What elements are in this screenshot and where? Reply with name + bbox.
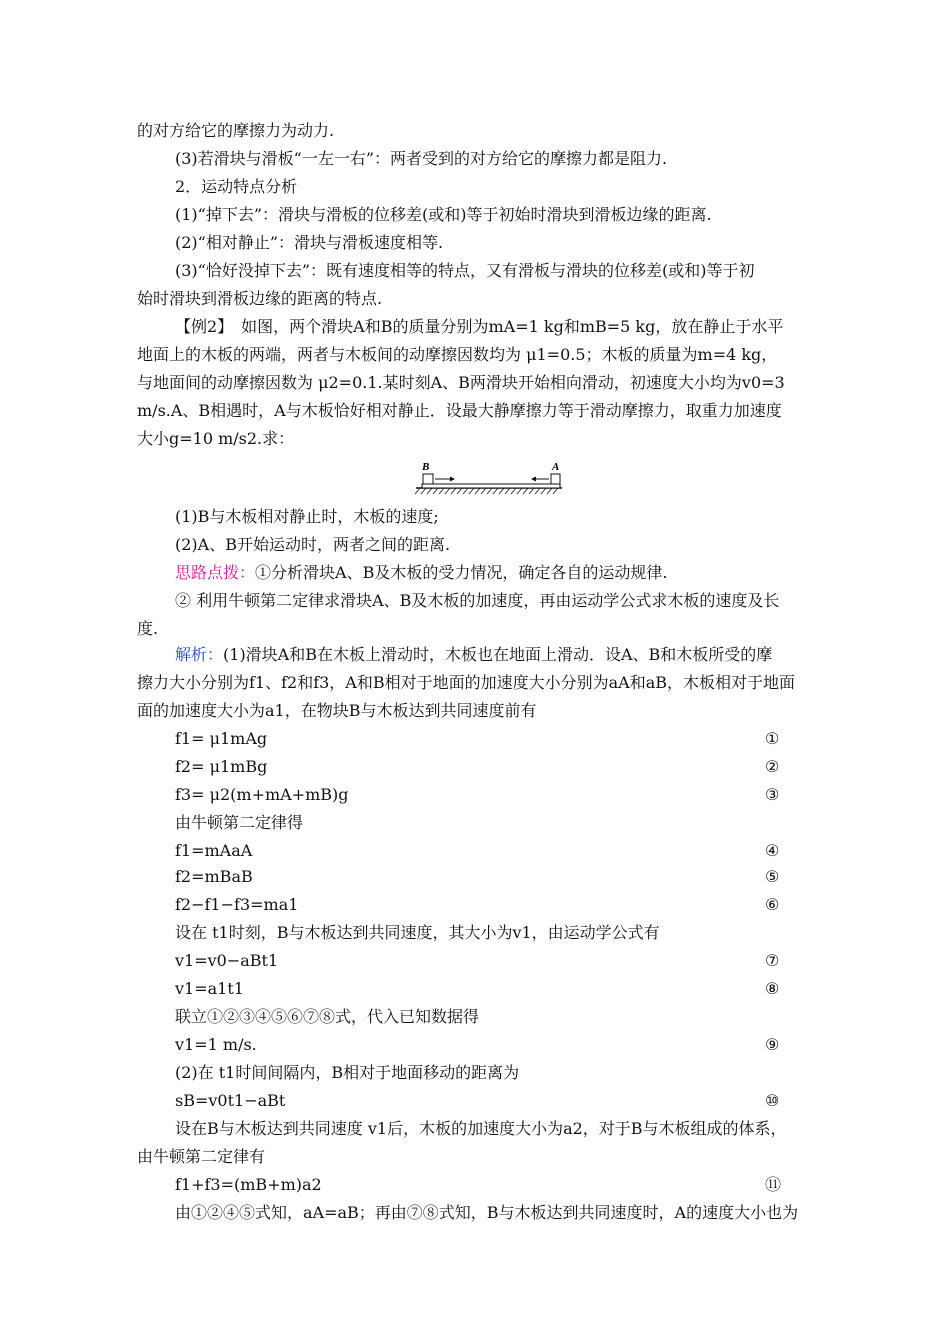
question-line: (2)A、B开始运动时，两者之间的距离. xyxy=(175,535,451,554)
equation-number: ④ xyxy=(765,841,780,860)
sliding-blocks-figure xyxy=(412,458,564,498)
hint-text: ①分析滑块A、B及木板的受力情况，确定各自的运动规律. xyxy=(255,563,668,582)
equation: f1= μ1mAg xyxy=(175,729,268,748)
solution-line: 擦力大小分别为f1、f2和f3，A和B相对于地面的加速度大小分别为aA和aB，木板相对于地面 xyxy=(137,673,796,692)
equation-number: ⑥ xyxy=(765,895,780,914)
text-line: (3)“恰好没掉下去”：既有速度相等的特点，又有滑板与滑块的位移差(或和)等于初 xyxy=(175,261,755,280)
equation-number: ⑪ xyxy=(765,1175,782,1194)
equation: f1=mAaA xyxy=(175,841,253,860)
board xyxy=(422,484,560,488)
hint-label: 思路点拨： xyxy=(175,563,256,582)
example-line: 【例2】 如图，两个滑块A和B的质量分别为mA=1 kg和mB=5 kg，放在静止于水平 xyxy=(175,317,784,336)
text-line: 设在B与木板达到共同速度 v1后，木板的加速度大小为a2，对于B与木板组成的体系， xyxy=(175,1119,787,1138)
text-line: 设在 t1时刻，B与木板达到共同速度，其大小为v1，由运动学公式有 xyxy=(175,923,660,942)
block-a xyxy=(551,474,560,484)
text-line: (2)“相对静止”：滑块与滑板速度相等. xyxy=(175,233,444,252)
solution-line: 面的加速度大小为a1，在物块B与木板达到共同速度前有 xyxy=(137,701,537,720)
equation: v1=1 m/s. xyxy=(175,1035,257,1054)
equation: v1=v0−aBt1 xyxy=(175,951,279,970)
solution-label: 解析： xyxy=(175,645,224,664)
solution-text: (1)滑块A和B在木板上滑动时，木板也在地面上滑动．设A、B和木板所受的摩 xyxy=(223,645,773,664)
example-line: m/s.A、B相遇时，A与木板恰好相对静止．设最大静摩擦力等于滑动摩擦力，取重力加速度 xyxy=(137,401,782,420)
block-b xyxy=(423,474,433,484)
equation-number: ③ xyxy=(765,785,780,804)
text-line: 始时滑块到滑板边缘的距离的特点. xyxy=(137,289,383,308)
text-line: 由牛顿第二定律有 xyxy=(137,1147,266,1166)
hint-line: 度. xyxy=(137,619,159,638)
solution-line xyxy=(175,645,772,665)
equation-number: ⑩ xyxy=(765,1091,780,1110)
arrow-right-icon xyxy=(450,477,455,482)
text-line: (1)“掉下去”：滑块与滑板的位移差(或和)等于初始时滑块到滑板边缘的距离. xyxy=(175,205,712,224)
equation: v1=a1t1 xyxy=(175,979,244,998)
text-line: 的对方给它的摩擦力为动力. xyxy=(137,121,335,140)
label-a: A xyxy=(552,461,560,473)
equation-number: ⑤ xyxy=(765,867,780,886)
equation: f1+f3=(mB+m)a2 xyxy=(175,1175,322,1194)
example-line: 与地面间的动摩擦因数为 μ2=0.1.某时刻A、B两滑块开始相向滑动，初速度大小均为v0=3 xyxy=(137,373,785,392)
equation: f3= μ2(m+mA+mB)g xyxy=(175,785,349,804)
text-line: 由①②④⑤式知，aA=aB；再由⑦⑧式知，B与木板达到共同速度时，A的速度大小也为 xyxy=(175,1203,799,1222)
text-line: 2．运动特点分析 xyxy=(175,177,298,196)
hint-line: ② 利用牛顿第二定律求滑块A、B及木板的加速度，再由运动学公式求木板的速度及长 xyxy=(175,591,780,610)
equation: f2=mBaB xyxy=(175,867,253,886)
example-line: 地面上的木板的两端，两者与木板间的动摩擦因数均为 μ1=0.5；木板的质量为m=4 kg， xyxy=(137,345,778,364)
text-line: (2)在 t1时间间隔内，B相对于地面移动的距离为 xyxy=(175,1063,520,1082)
equation-number: ⑨ xyxy=(765,1035,780,1054)
equation-number: ⑧ xyxy=(765,979,780,998)
example-line: 大小g=10 m/s2.求： xyxy=(137,429,295,448)
text-line: 联立①②③④⑤⑥⑦⑧式，代入已知数据得 xyxy=(175,1007,480,1026)
equation: f2= μ1mBg xyxy=(175,757,268,776)
equation-number: ⑦ xyxy=(765,951,780,970)
arrow-left-icon xyxy=(531,477,536,482)
hint-line xyxy=(175,563,667,583)
text-line: 由牛顿第二定律得 xyxy=(175,813,304,832)
equation-number: ② xyxy=(765,757,780,776)
text-line: (3)若滑块与滑板“一左一右”：两者受到的对方给它的摩擦力都是阻力. xyxy=(175,149,668,168)
label-b: B xyxy=(422,461,430,473)
equation: f2−f1−f3=ma1 xyxy=(175,895,299,914)
equation: sB=v0t1−aBt xyxy=(175,1091,286,1110)
question-line: (1)B与木板相对静止时，木板的速度; xyxy=(175,507,439,526)
equation-number: ① xyxy=(765,729,780,748)
